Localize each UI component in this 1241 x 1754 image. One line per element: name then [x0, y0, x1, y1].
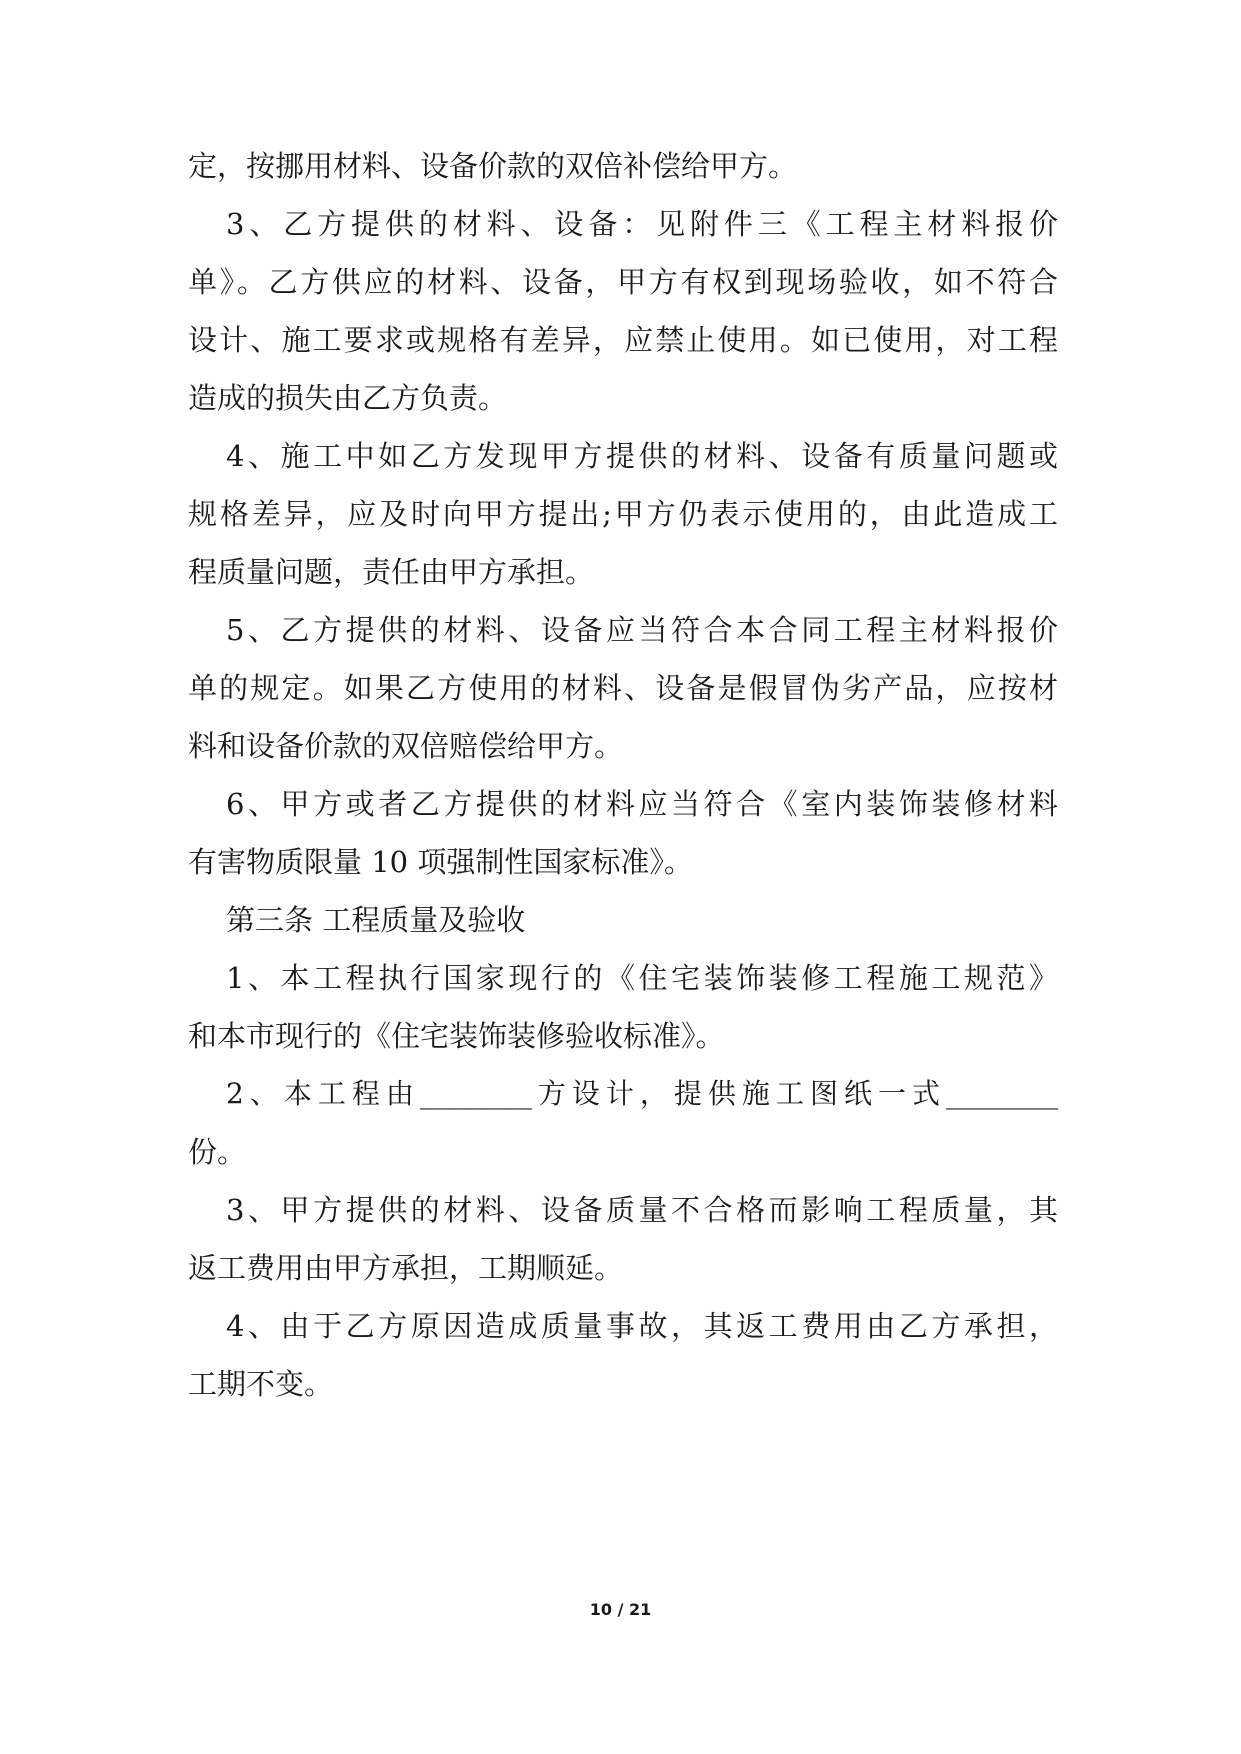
text-line: 造成的损失由乙方负责。 [188, 381, 508, 415]
section-heading: 第三条 工程质量及验收 [226, 903, 526, 937]
text-line: 单》。乙方供应的材料、设备，甲方有权到现场验收，如不符合 [188, 265, 1058, 299]
text-line: 设计、施工要求或规格有差异，应禁止使用。如已使用，对工程 [188, 323, 1058, 357]
text-line: 1、本工程执行国家现行的《住宅装饰装修工程施工规范》 [226, 961, 1058, 995]
text-line: 规格差异，应及时向甲方提出;甲方仍表示使用的，由此造成工 [188, 497, 1058, 531]
text-line: 2、本工程由________方设计，提供施工图纸一式________ [226, 1077, 1058, 1110]
text-line: 5、乙方提供的材料、设备应当符合本合同工程主材料报价 [226, 613, 1058, 647]
text-line: 工期不变。 [188, 1367, 334, 1401]
text-line: 4、由于乙方原因造成质量事故，其返工费用由乙方承担， [226, 1309, 1058, 1343]
text-line: 3、乙方提供的材料、设备：见附件三《工程主材料报价 [226, 207, 1058, 241]
text-line: 定，按挪用材料、设备价款的双倍补偿给甲方。 [188, 149, 798, 183]
text-line: 有害物质限量 10 项强制性国家标准》。 [188, 845, 693, 879]
text-line: 4、施工中如乙方发现甲方提供的材料、设备有质量问题或 [226, 439, 1058, 473]
page-number: 10 / 21 [589, 1600, 652, 1619]
text-line: 6、甲方或者乙方提供的材料应当符合《室内装饰装修材料 [226, 787, 1058, 821]
text-line: 3、甲方提供的材料、设备质量不合格而影响工程质量，其 [226, 1193, 1058, 1227]
text-line: 程质量问题，责任由甲方承担。 [188, 555, 595, 589]
text-line: 和本市现行的《住宅装饰装修验收标准》。 [188, 1019, 725, 1053]
text-line: 单的规定。如果乙方使用的材料、设备是假冒伪劣产品，应按材 [188, 671, 1058, 705]
text-line: 份。 [188, 1135, 247, 1169]
text-line: 料和设备价款的双倍赔偿给甲方。 [188, 729, 624, 763]
text-line: 返工费用由甲方承担，工期顺延。 [188, 1251, 624, 1285]
